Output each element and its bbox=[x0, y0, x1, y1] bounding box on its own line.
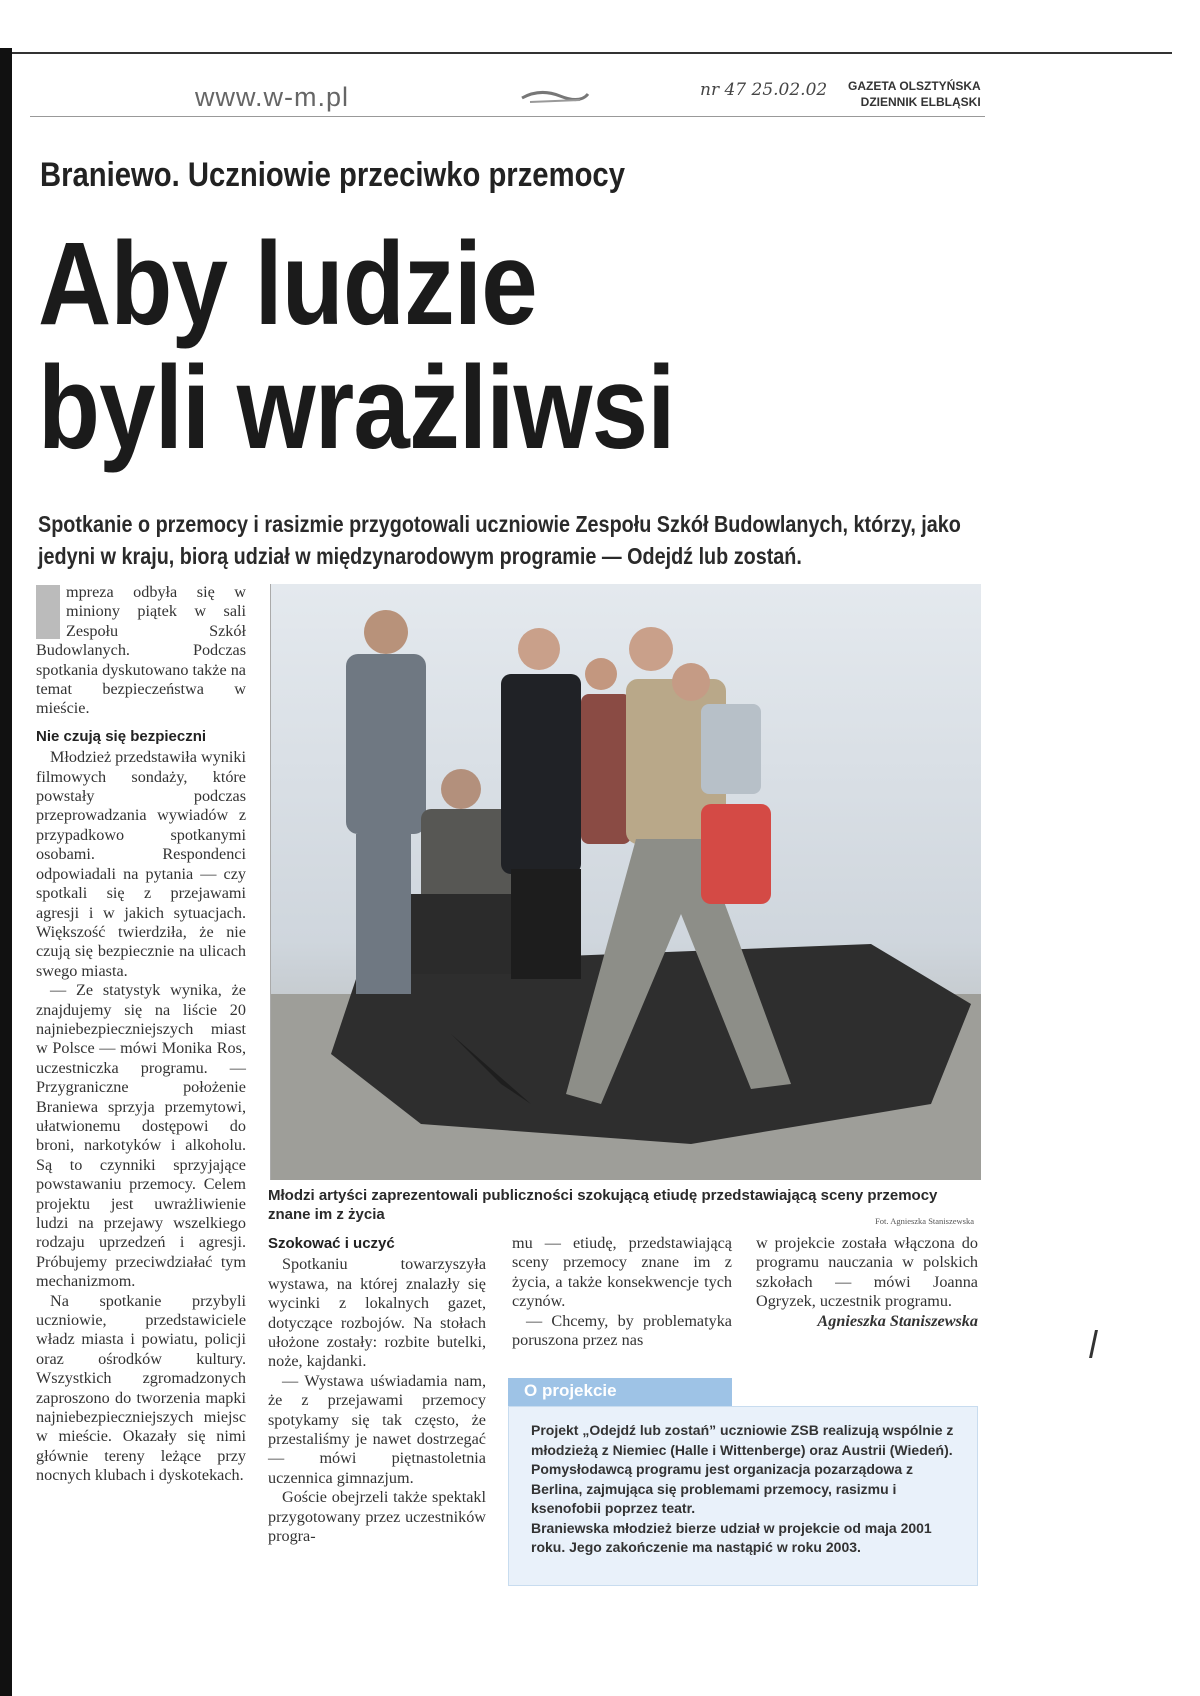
article-photo bbox=[270, 584, 981, 1180]
project-sidebar-box bbox=[508, 1406, 978, 1586]
paragraph: Spotkaniu towarzyszyła wystawa, na której znalazły się wycinki z lokalnych gazet, dotyczące rozbojów. Na stołach ułożone zostały: rozbite butelki, noże, kajdanki. bbox=[268, 1255, 486, 1371]
paragraph: mu — etiudę, przedstawiającą sceny przemocy znane im z życia, a także konsekwencje tych czynów. bbox=[512, 1234, 732, 1311]
paper-name-line1: GAZETA OLSZTYŃSKA bbox=[848, 79, 981, 93]
photo-illustration bbox=[271, 584, 981, 1180]
article-lead: Spotkanie o przemocy i rasizmie przygotowali uczniowie Zespołu Szkół Budowlanych, którzy, jako jedyni w kraju, biorą udział w międzynarodowym programie — Odejdź lub zostań. bbox=[38, 511, 961, 569]
masthead-rule bbox=[30, 116, 985, 117]
handwritten-issue-note: nr 47 25.02.02 bbox=[700, 80, 828, 100]
paragraph: Na spotkanie przybyli uczniowie, przedstawiciele władz miasta i powiatu, policji oraz ośrodków kultury. Wszystkich zgromadzonych zaproszono do tworzenia mapki najniebezpieczniejszych miejsc w mieście. Okazały się nimi głównie tereny leżące przy nocnych klubach i dyskotekach. bbox=[36, 1291, 246, 1485]
paragraph: — Chcemy, by problematyka poruszona przez nas bbox=[512, 1311, 732, 1350]
sidebar-paragraph: Braniewska młodzież bierze udział w projekcie od maja 2001 roku. Jego zakończenie ma nastąpić w roku 2003. bbox=[531, 1519, 932, 1555]
subheading: Szokować i uczyć bbox=[268, 1235, 395, 1252]
headline-line2: byli wrażliwsi bbox=[38, 342, 675, 474]
paragraph: — Wystawa uświadamia nam, że z przejawami przemocy spotykamy się tak często, że przestaliśmy je nawet dostrzegać — mówi piętnastoletnia uczennica gimnazjum. bbox=[268, 1371, 486, 1487]
text-column-3 bbox=[512, 1234, 732, 1350]
sidebar-title-tab bbox=[508, 1378, 732, 1406]
scan-edge bbox=[0, 48, 12, 1696]
article-kicker: Braniewo. Uczniowie przeciwko przemocy bbox=[40, 156, 625, 194]
paper-name-line2: DZIENNIK ELBLĄSKI bbox=[860, 95, 981, 109]
newspaper-logo-icon bbox=[520, 86, 590, 104]
masthead bbox=[30, 78, 990, 118]
text-column-1 bbox=[36, 583, 246, 1486]
masthead-url: www.w-m.pl bbox=[195, 82, 350, 112]
photo-credit: Fot. Agnieszka Staniszewska bbox=[875, 1216, 974, 1226]
photo-caption: Młodzi artyści zaprezentowali publiczności szokującą etiudę przedstawiającą sceny przemocy znane im z życia bbox=[268, 1187, 938, 1223]
masthead-paper-name bbox=[848, 78, 981, 110]
pen-margin-mark bbox=[1089, 1330, 1098, 1358]
article-headline bbox=[38, 218, 675, 474]
drop-cap bbox=[36, 585, 60, 639]
headline-line1: Aby ludzie bbox=[38, 218, 537, 350]
paragraph: Młodzież przedstawiła wyniki filmowych sondaży, które powstały podczas przeprowadzania wywiadów z przypadkowo spotkanymi osobami. Respondenci odpowiadali na pytania — czy spotkali się z przejawami agresji i w jakich sytuacjach. Większość twierdziła, że nie czują się bezpiecznie na ulicach swego miasta. bbox=[36, 748, 246, 980]
sidebar-title: O projekcie bbox=[524, 1381, 617, 1400]
paragraph: w projekcie została włączona do programu nauczania w polskich szkołach — mówi Joanna Ogryzek, uczestnik programu. bbox=[756, 1234, 978, 1311]
sidebar-paragraph: Projekt „Odejdź lub zostań” uczniowie ZSB realizują wspólnie z młodzieżą z Niemiec (Halle i Wittenberge) oraz Austrii (Wiedeń). Pomysłodawcą programu jest organizacja pozarządowa z Berlina, zajmująca się problemami przemocy, rasizmu i ksenofobii poprzez teatr. bbox=[531, 1422, 954, 1516]
paragraph: — Ze statystyk wynika, że znajdujemy się na liście 20 najniebezpieczniejszych miast w Polsce — mówi Monika Ros, uczestniczka programu. — Przygraniczne położenie Braniewa sprzyja przemytowi, ułatwionemu dostępowi do broni, narkotyków i alkoholu. Są to czynniki sprzyjające powstawaniu przemocy. Celem projektu jest uwrażliwienie ludzi na przejawy wszelkiego rodzaju uprzedzeń i agresji. Próbujemy przeciwdziałać tym mechanizmom. bbox=[36, 981, 246, 1291]
text-column-4 bbox=[756, 1234, 978, 1331]
paragraph: Goście obejrzeli także spektakl przygotowany przez uczestników progra- bbox=[268, 1488, 486, 1546]
subheading: Nie czują się bezpieczni bbox=[36, 727, 207, 745]
paragraph: mpreza odbyła się w miniony piątek w sali Zespołu Szkół Budowlanych. Podczas spotkania dyskutowano także na temat bezpieczeństwa w mieście. bbox=[36, 583, 246, 718]
author-byline: Agnieszka Staniszewska bbox=[817, 1311, 978, 1330]
page-top-rule bbox=[12, 52, 1172, 54]
text-column-2 bbox=[268, 1234, 486, 1547]
